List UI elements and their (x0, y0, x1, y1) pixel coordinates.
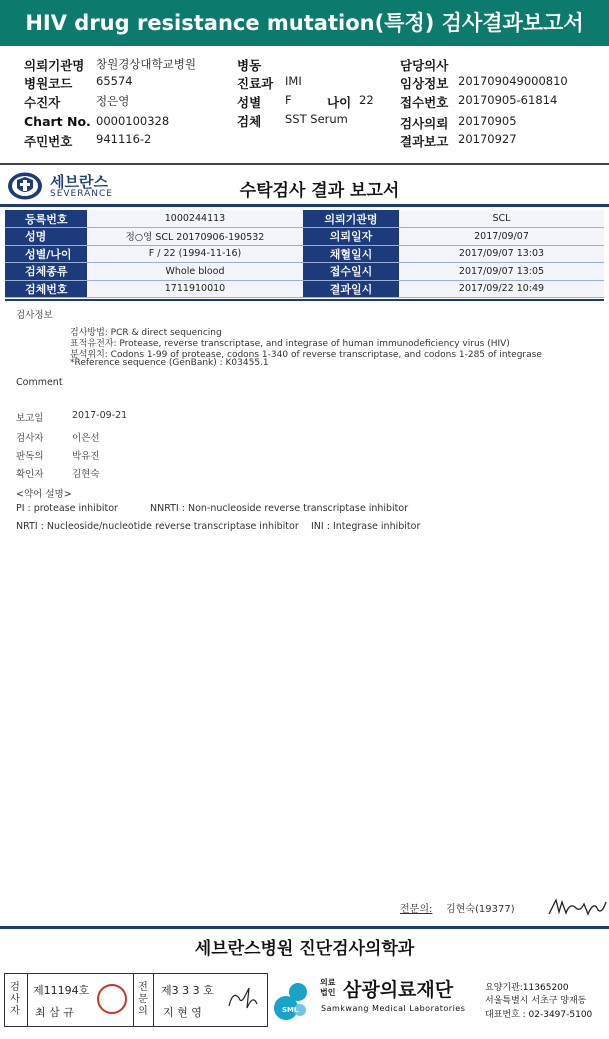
table-header-cell: 채혈일시 (303, 245, 399, 263)
dept-value: IMI (285, 74, 302, 88)
sml-legal: 의료 법인 (320, 978, 336, 997)
signature-rule (0, 926, 609, 929)
patient-info (0, 50, 609, 162)
section-divider (0, 163, 609, 165)
table-row (5, 210, 604, 228)
table-cell: F / 22 (1994-11-16) (87, 245, 303, 263)
cell-divider (153, 974, 154, 1026)
confirmer-value: 김현숙 (72, 469, 100, 480)
cell-divider (27, 974, 28, 1026)
table-header-cell: 성명 (5, 228, 87, 246)
handwritten-signature-icon (546, 894, 608, 920)
specimen-value: SST Serum (285, 112, 348, 126)
request-value: 20170905 (458, 114, 517, 128)
method-text: 검사방법: PCR & direct sequencing (70, 328, 222, 338)
region-text: 분석위치: Codons 1-99 of protease, codons 1-340 of reverse transcriptase, and codons 1-285 of integrase (70, 350, 542, 360)
table-header-cell: 접수일시 (303, 263, 399, 281)
table-cell: 2017/09/07 (399, 228, 604, 246)
tester-value: 이은선 (72, 433, 100, 444)
sml-logo-icon (272, 978, 312, 1022)
specialist-signature-icon (225, 984, 261, 1014)
abbr-pi: PI : protease inhibitor (16, 503, 118, 514)
severance-name-ko: 세브란스 (50, 173, 108, 191)
code-value: 65574 (96, 74, 133, 88)
contact-address: 서울특별시 서초구 양재동 (485, 996, 587, 1006)
hospital-label: 의뢰기관명 (24, 58, 85, 73)
table-header-cell: 검체번호 (5, 280, 87, 298)
severance-name-en: SEVERANCE (50, 189, 113, 199)
sex-label: 성별 (237, 95, 262, 110)
dept-label: 진료과 (237, 76, 274, 91)
report-date-value: 2017-09-21 (72, 410, 128, 421)
table-row (5, 263, 604, 281)
tester-label: 검사자 (16, 433, 44, 444)
cell-divider (133, 974, 134, 1026)
hospital-value: 창원경상대학교병원 (96, 57, 196, 71)
report-title: HIV drug resistance mutation(특정) 검사결과보고서 (0, 0, 609, 46)
vert-char: 검 (10, 982, 20, 993)
signature-name: 김현숙(19377) (446, 904, 515, 915)
table-header-cell: 의뢰일자 (303, 228, 399, 246)
recipient-value: 정은영 (96, 94, 130, 108)
contact-phone: 대표번호 : 02-3497-5100 (485, 1010, 593, 1020)
specialist-name: 지 현 영 (163, 1006, 202, 1019)
table-cell: 1711910010 (87, 280, 303, 298)
vert-char: 사 (10, 994, 20, 1005)
recipient-label: 수진자 (24, 95, 61, 110)
sml-name-en: Samkwang Medical Laboratories (321, 1004, 466, 1013)
report-label: 결과보고 (400, 134, 449, 149)
receipt-label: 접수번호 (400, 95, 449, 110)
table-header-cell: 결과일시 (303, 280, 399, 298)
specimen-label: 검체 (237, 114, 262, 129)
table-header-cell: 검체종류 (5, 263, 87, 281)
target-text: 표적유전자: Protease, reverse transcriptase, and integrase of human immunodeficiency virus (HIV) (70, 339, 510, 349)
contact-code: 요양기관:11365200 (485, 983, 569, 993)
table-cell: 1000244113 (87, 210, 303, 228)
age-label: 나이 (327, 95, 352, 110)
vert-char: 문 (138, 994, 148, 1005)
table-cell: 2017/09/22 10:49 (399, 280, 604, 298)
consignment-report-title: 수탁검사 결과 보고서 (239, 181, 400, 201)
confirmer-label: 확인자 (16, 469, 44, 480)
specialist-vertical-label (136, 982, 150, 1018)
resident-value: 941116-2 (96, 132, 152, 146)
report-date-label: 보고일 (16, 413, 44, 424)
reader-label: 판독의 (16, 451, 44, 462)
clinical-label: 임상정보 (400, 76, 449, 91)
sml-short: SML (282, 1006, 299, 1014)
doctor-label: 담당의사 (400, 58, 449, 73)
table-cell: Whole blood (87, 263, 303, 281)
header-rule (0, 204, 609, 207)
comment-label: Comment (16, 377, 63, 388)
ward-label: 병동 (237, 58, 262, 73)
section-label: 검사정보 (16, 310, 53, 321)
tester-name: 최 삼 규 (35, 1006, 74, 1019)
tester-seal-icon (97, 984, 127, 1014)
table-cell: SCL (399, 210, 604, 228)
abbreviation-label: <약어 설명> (16, 489, 72, 500)
table-cell: 2017/09/07 13:03 (399, 245, 604, 263)
chart-label: Chart No. (24, 114, 91, 129)
table-header-cell: 등록번호 (5, 210, 87, 228)
age-value: 22 (359, 93, 374, 107)
table-row (5, 228, 604, 246)
abbr-ini: INI : Integrase inhibitor (311, 521, 421, 532)
chart-value: 0000100328 (96, 114, 170, 128)
report-value: 20170927 (458, 132, 517, 146)
table-row (5, 280, 604, 298)
table-bottom-rule (5, 299, 604, 301)
request-label: 검사의뢰 (400, 116, 449, 131)
vert-char: 자 (10, 1006, 20, 1017)
certification-box (4, 973, 268, 1027)
tester-vertical-label (8, 982, 22, 1018)
abbr-nrti: NRTI : Nucleoside/nucleotide reverse transcriptase inhibitor (16, 521, 299, 532)
vert-char: 의 (138, 1006, 148, 1017)
code-label: 병원코드 (24, 76, 73, 91)
reference-text: *Reference sequence (GenBank) : K03455.1 (70, 358, 269, 368)
resident-label: 주민번호 (24, 134, 73, 149)
receipt-value: 20170905-61814 (458, 93, 558, 107)
table-header-cell: 성별/나이 (5, 245, 87, 263)
vert-char: 전 (138, 982, 148, 993)
table-row (5, 245, 604, 263)
sml-name: 삼광의료재단 (343, 979, 454, 1001)
specimen-table (5, 210, 604, 298)
tester-license-no: 제11194호 (33, 984, 90, 997)
sex-value: F (285, 93, 292, 107)
clinical-value: 201709049000810 (458, 74, 568, 88)
table-header-cell: 의뢰기관명 (303, 210, 399, 228)
table-cell: 2017/09/07 13:05 (399, 263, 604, 281)
specialist-license-no: 제3 3 3 호 (161, 984, 214, 997)
department-name: 세브란스병원 진단검사의학과 (194, 939, 415, 959)
signature-label: 전문의: (400, 904, 433, 915)
table-cell: 정○영 SCL 20170906-190532 (87, 228, 303, 246)
abbr-nnrti: NNRTI : Non-nucleoside reverse transcriptase inhibitor (150, 503, 409, 514)
reader-value: 박유진 (72, 451, 100, 462)
